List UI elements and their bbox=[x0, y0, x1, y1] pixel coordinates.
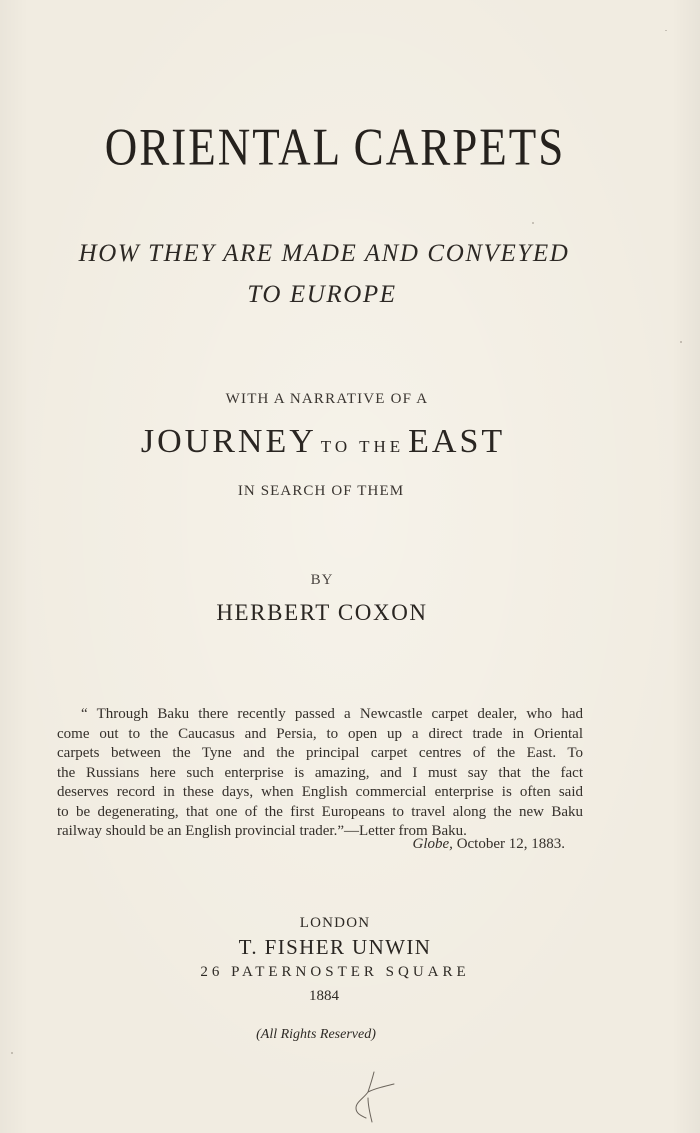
epigraph-line: railway should be an English provincial trader.”—Letter from Baku. bbox=[57, 823, 467, 839]
epigraph-attribution bbox=[413, 836, 565, 853]
east-word: EAST bbox=[408, 423, 506, 460]
subtitle-line-1: HOW THEY ARE MADE AND CONVEYED bbox=[78, 240, 570, 267]
epigraph-line: carpets between the Tyne and the principal carpet centres of the East. To bbox=[57, 745, 583, 761]
book-title: ORIENTAL CARPETS bbox=[104, 117, 566, 177]
author-name: HERBERT COXON bbox=[216, 600, 428, 625]
paper-speck bbox=[665, 30, 667, 31]
epigraph-line: the Russians here such enterprise is amazing, and I must say that the fact bbox=[57, 764, 583, 781]
rights-text: (All Rights Reserved) bbox=[256, 1027, 376, 1042]
journey-word: JOURNEY bbox=[140, 423, 317, 460]
imprint-publisher: T. FISHER UNWIN bbox=[238, 935, 432, 959]
paper-speck bbox=[11, 1052, 13, 1054]
in-search-line: IN SEARCH OF THEM bbox=[237, 483, 405, 499]
epigraph-line: come out to the Caucasus and Persia, to open up a direct trade in Oriental bbox=[57, 725, 583, 742]
journey-heading bbox=[0, 423, 673, 461]
rights-notice bbox=[0, 1027, 666, 1043]
imprint-year: 1884 bbox=[309, 988, 339, 1004]
imprint-address: 26 PATERNOSTER SQUARE bbox=[200, 964, 470, 980]
epigraph-line: deserves record in these days, when English commercial enterprise is often said bbox=[57, 784, 583, 800]
to-the-word: TO THE bbox=[320, 437, 405, 456]
epigraph-quote bbox=[57, 705, 583, 842]
pencil-mark-icon bbox=[348, 1068, 398, 1124]
source-date: October 12, 1883. bbox=[456, 836, 565, 852]
epigraph-line: to be degenerating, that one of the first Europeans to travel along the new Baku bbox=[57, 803, 583, 820]
source-publication: Globe, bbox=[412, 836, 453, 852]
narrative-intro: WITH A NARRATIVE OF A bbox=[225, 391, 429, 407]
subtitle-line-2: TO EUROPE bbox=[247, 281, 397, 308]
by-label: BY bbox=[310, 572, 334, 588]
paper-speck bbox=[680, 341, 682, 343]
epigraph-line: “ Through Baku there recently passed a Newcastle carpet dealer, who had bbox=[81, 706, 583, 722]
paper-speck bbox=[532, 222, 534, 224]
imprint-city: LONDON bbox=[299, 915, 371, 931]
